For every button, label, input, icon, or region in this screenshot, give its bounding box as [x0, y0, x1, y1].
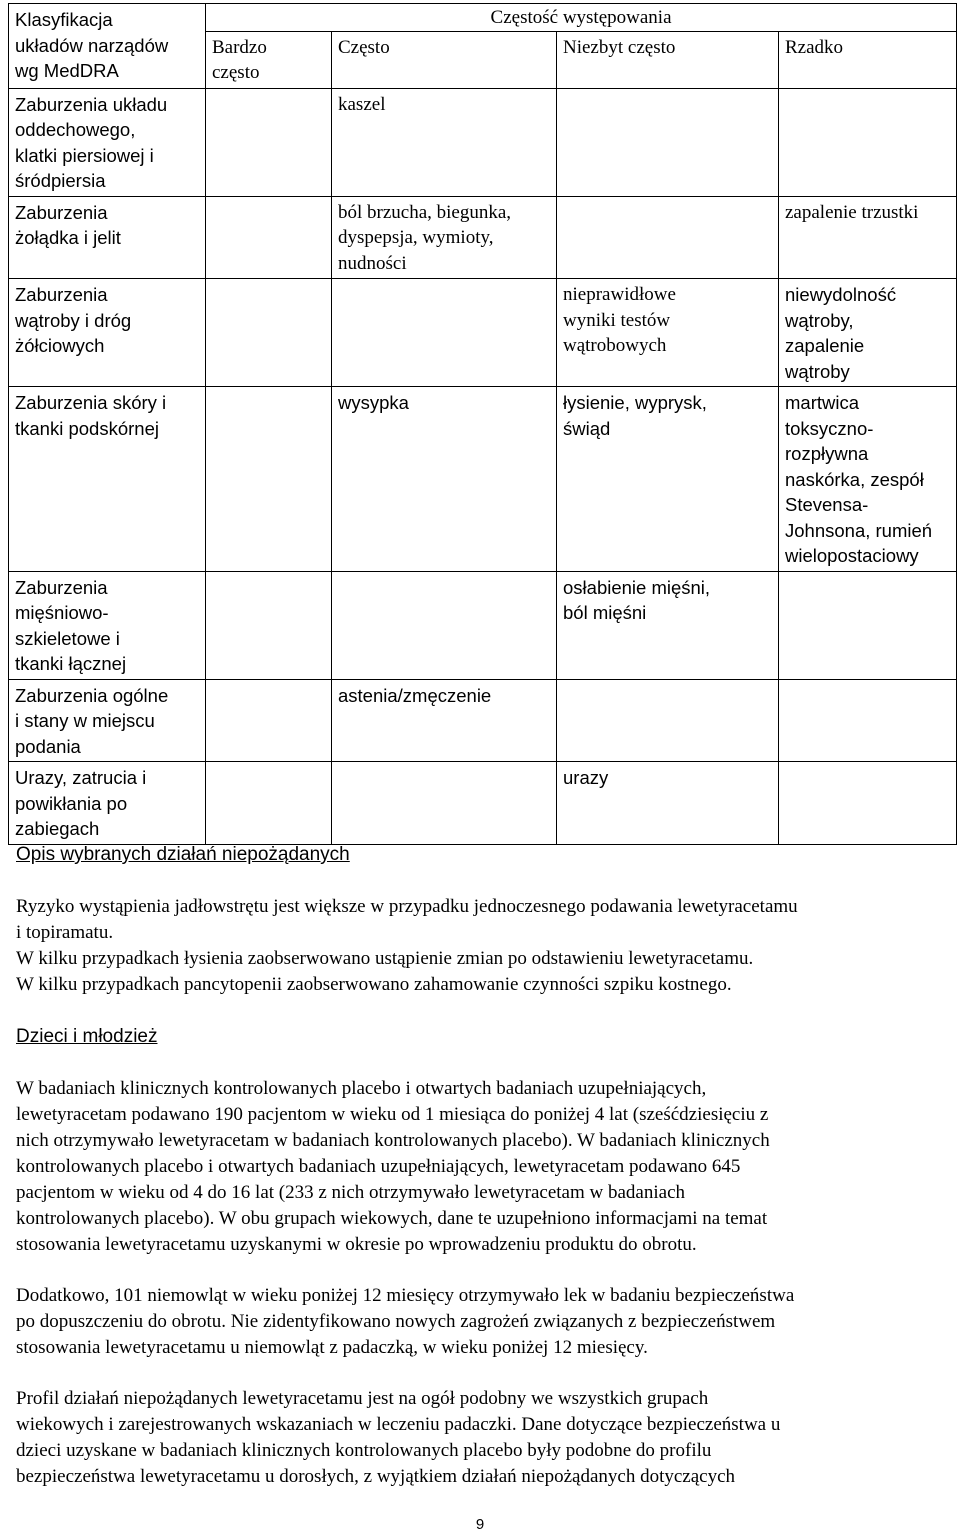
- text-line: tkanki łącznej: [15, 653, 127, 674]
- text-line: dyspepsja, wymioty,: [338, 227, 494, 248]
- text-line: W kilku przypadkach łysienia zaobserwowano ustąpienie zmian po odstawieniu lewetyracetamu.: [16, 948, 754, 969]
- text-line: stosowania lewetyracetamu uzyskanymi w okresie po wprowadzeniu produktu do obrotu.: [16, 1234, 697, 1255]
- rare-cell: [779, 196, 957, 279]
- text-line: zabiegach: [15, 818, 100, 839]
- header-rare: Rzadko: [779, 31, 957, 88]
- text-line: lewetyracetam podawano 190 pacjentom w wieku od 1 miesiąca do poniżej 4 lat (sześćdziesięciu z: [16, 1104, 769, 1125]
- children-paragraph-1: [16, 1076, 946, 1258]
- text-line: wiekowych i zarejestrowanych wskazaniach w leczeniu padaczki. Dane dotyczące bezpieczeństwa u: [16, 1414, 781, 1435]
- text-line: Zaburzenia skóry i: [15, 392, 167, 413]
- uncommon-cell: [557, 762, 779, 845]
- text-line: żółciowych: [15, 335, 105, 356]
- text-line: wątrobowych: [563, 335, 667, 356]
- very-common-cell: [206, 196, 332, 279]
- uncommon-cell: [557, 679, 779, 762]
- text-line: niewydolność: [785, 284, 897, 305]
- very-common-cell: [206, 279, 332, 387]
- table-row: [9, 88, 957, 196]
- text-line: kontrolowanych placebo). W obu grupach wiekowych, dane te uzupełniono informacjami na temat: [16, 1208, 768, 1229]
- rare-cell: [779, 387, 957, 572]
- soc-cell: [9, 387, 206, 572]
- text-line: często: [212, 62, 260, 83]
- selected-reactions-heading: Opis wybranych działań niepożądanych: [16, 844, 350, 865]
- rare-cell: [779, 88, 957, 196]
- very-common-cell: [206, 762, 332, 845]
- text-line: szkieletowe i: [15, 627, 120, 649]
- text-line: Zaburzenia: [15, 576, 108, 598]
- header-very-common: [206, 31, 332, 88]
- text-line: wątroby: [785, 360, 850, 382]
- very-common-cell: [206, 387, 332, 572]
- uncommon-cell: [557, 279, 779, 387]
- text-line: oddechowego,: [15, 119, 136, 140]
- children-section-heading: Dzieci i młodzież: [16, 1026, 158, 1047]
- rare-cell: [779, 279, 957, 387]
- text-line: Zaburzenia: [15, 284, 108, 305]
- rare-cell: [779, 571, 957, 679]
- text-line: martwica: [785, 392, 860, 413]
- text-line: ból mięśni: [563, 602, 647, 623]
- table-header-row: [9, 4, 957, 32]
- text-line: kaszel: [338, 93, 386, 115]
- children-paragraph-3: [16, 1386, 946, 1490]
- text-line: podania: [15, 735, 81, 757]
- text-line: i topiramatu.: [16, 922, 114, 943]
- soc-cell: [9, 679, 206, 762]
- text-line: klatki piersiowej i: [15, 144, 154, 166]
- very-common-cell: [206, 679, 332, 762]
- very-common-cell: [206, 571, 332, 679]
- text-line: Zaburzenia: [15, 201, 108, 223]
- text-line: kontrolowanych placebo i otwartych badaniach uzupełniających, lewetyracetam podawano 645: [16, 1156, 741, 1177]
- selected-reactions-paragraph: [16, 894, 946, 998]
- table-row: [9, 571, 957, 679]
- text-line: bezpieczeństwa lewetyracetamu u dorosłych, z wyjątkiem działań niepożądanych dotyczących: [16, 1466, 736, 1487]
- common-cell: [332, 762, 557, 845]
- text-line: i stany w miejscu: [15, 710, 155, 731]
- text-line: wątroby i dróg: [15, 309, 132, 331]
- children-paragraph-2: [16, 1283, 946, 1361]
- table-row: [9, 762, 957, 845]
- soc-cell: [9, 196, 206, 279]
- text-line: urazy: [563, 767, 609, 788]
- text-line: dzieci uzyskane w badaniach klinicznych kontrolowanych placebo były podobne do profilu: [16, 1440, 712, 1461]
- text-line: żołądka i jelit: [15, 227, 121, 248]
- text-line: Ryzyko wystąpienia jadłowstrętu jest większe w przypadku jednoczesnego podawania lewetyracetamu: [16, 896, 798, 917]
- common-cell: [332, 88, 557, 196]
- text-line: nieprawidłowe: [563, 284, 676, 305]
- table-row: [9, 387, 957, 572]
- text-line: Zaburzenia ogólne: [15, 684, 169, 706]
- text-line: Urazy, zatrucia i: [15, 767, 147, 788]
- text-line: nich otrzymywało lewetyracetam w badaniach kontrolowanych placebo). W badaniach klinicznych: [16, 1130, 770, 1151]
- text-line: pacjentom w wieku od 4 do 16 lat (233 z nich otrzymywało lewetyracetam w badaniach: [16, 1182, 685, 1203]
- text-line: astenia/zmęczenie: [338, 684, 492, 706]
- soc-cell: [9, 88, 206, 196]
- uncommon-cell: [557, 387, 779, 572]
- table-row: [9, 196, 957, 279]
- text-line: zapalenie trzustki: [785, 201, 919, 223]
- text-line: Profil działań niepożądanych lewetyracetamu jest na ogół podobny we wszystkich grupach: [16, 1388, 709, 1409]
- text-line: rozpływna: [785, 443, 869, 464]
- table-row: [9, 679, 957, 762]
- page-number: 9: [475, 1516, 485, 1533]
- common-cell: [332, 387, 557, 572]
- text-line: łysienie, wyprysk,: [563, 392, 707, 413]
- header-common: Często: [332, 31, 557, 88]
- text-line: wg MedDRA: [15, 60, 119, 81]
- text-line: Bardzo: [212, 36, 267, 58]
- soc-cell: [9, 279, 206, 387]
- soc-cell: [9, 571, 206, 679]
- text-line: po dopuszczeniu do obrotu. Nie zidentyfikowano nowych zagrożeń związanych z bezpieczeństwem: [16, 1311, 776, 1332]
- text-line: stosowania lewetyracetamu u niemowląt z padaczką, w wieku poniżej 12 miesięcy.: [16, 1337, 648, 1358]
- header-uncommon: Niezbyt często: [557, 31, 779, 88]
- text-line: świąd: [563, 417, 611, 439]
- common-cell: [332, 571, 557, 679]
- text-line: Johnsona, rumień: [785, 519, 933, 541]
- text-line: wątroby,: [785, 309, 854, 331]
- header-classification: [9, 4, 206, 89]
- text-line: Klasyfikacja: [15, 9, 113, 30]
- text-line: Dodatkowo, 101 niemowląt w wieku poniżej 12 miesięcy otrzymywało lek w badaniu bezpieczeństwa: [16, 1285, 795, 1306]
- text-line: zapalenie: [785, 335, 865, 356]
- text-line: nudności: [338, 252, 407, 274]
- text-line: wyniki testów: [563, 309, 671, 331]
- text-line: W badaniach klinicznych kontrolowanych placebo i otwartych badaniach uzupełniających,: [16, 1078, 707, 1099]
- text-line: układów narządów: [15, 34, 169, 56]
- text-line: osłabienie mięśni,: [563, 576, 711, 598]
- common-cell: [332, 279, 557, 387]
- text-line: wielopostaciowy: [785, 545, 919, 566]
- rare-cell: [779, 762, 957, 845]
- text-line: toksyczno-: [785, 417, 874, 439]
- uncommon-cell: [557, 571, 779, 679]
- very-common-cell: [206, 88, 332, 196]
- adverse-reactions-table: [8, 3, 957, 845]
- uncommon-cell: [557, 196, 779, 279]
- text-line: śródpiersia: [15, 170, 106, 191]
- text-line: mięśniowo-: [15, 602, 109, 623]
- soc-cell: [9, 762, 206, 845]
- text-line: naskórka, zespół: [785, 468, 924, 490]
- common-cell: [332, 196, 557, 279]
- header-frequency-title: Częstość występowania: [206, 4, 957, 32]
- text-line: powikłania po: [15, 792, 128, 814]
- text-line: Stevensa-: [785, 494, 869, 515]
- rare-cell: [779, 679, 957, 762]
- table-row: [9, 279, 957, 387]
- text-line: W kilku przypadkach pancytopenii zaobserwowano zahamowanie czynności szpiku kostnego.: [16, 974, 732, 995]
- text-line: wysypka: [338, 392, 409, 413]
- text-line: tkanki podskórnej: [15, 417, 159, 439]
- text-line: ból brzucha, biegunka,: [338, 201, 512, 223]
- common-cell: [332, 679, 557, 762]
- text-line: Zaburzenia układu: [15, 93, 168, 115]
- uncommon-cell: [557, 88, 779, 196]
